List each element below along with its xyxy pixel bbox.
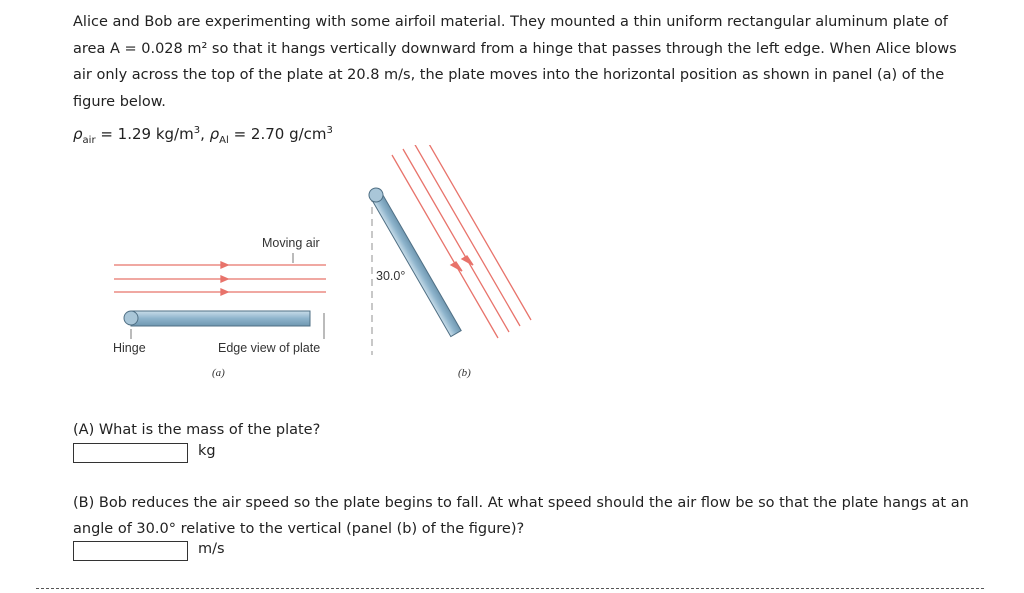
rho-al-value: = 2.70 g/cm <box>228 125 327 143</box>
moving-air-label: Moving air <box>262 236 320 250</box>
arrow-head-icon <box>221 276 228 282</box>
hinge-circle-icon <box>124 311 138 325</box>
speed-answer-input[interactable] <box>73 541 188 561</box>
problem-statement: Alice and Bob are experimenting with some airfoil material. They mounted a thin uniform rectangular aluminum plate of area A = 0.028 m² so that it hangs vertically downward from a hinge that passes through the left edge. When Alice blows air only across the top of the plate at 20.8 m/s, the plate moves into the horizontal position as shown in panel (a) of the figure below. <box>73 14 957 110</box>
panel-a <box>113 236 326 379</box>
plate-horizontal <box>131 311 310 326</box>
airflow-diagonal-lines <box>392 145 531 338</box>
edge-view-label: Edge view of plate <box>218 341 321 355</box>
question-a-text: (A) What is the mass of the plate? <box>73 422 321 438</box>
question-b-text: (B) Bob reduces the air speed so the plate begins to fall. At what speed should the air flow be so that the plate hangs at an angle of 30.0° relative to the vertical (panel (b) of the figure)? <box>73 495 969 537</box>
arrow-head-icon <box>221 289 228 295</box>
airflow-line <box>425 145 531 320</box>
panel-a-label: (a) <box>212 367 225 379</box>
mass-unit-label: kg <box>198 443 216 459</box>
rho-air-exponent: 3 <box>193 125 201 136</box>
rho-air-value: = 1.29 kg/m <box>95 125 194 143</box>
section-divider <box>36 588 984 589</box>
arrow-head-icon <box>221 262 228 268</box>
arrow-head-icon <box>451 262 462 271</box>
constants-line <box>73 121 973 147</box>
rho-al-exponent: 3 <box>326 125 333 136</box>
rho-air-subscript: air <box>82 135 96 146</box>
panel-b-label: (b) <box>458 367 471 379</box>
panel-b <box>366 145 531 379</box>
hinge-label: Hinge <box>113 341 146 355</box>
airflow-line <box>403 149 509 332</box>
airflow-lines <box>114 262 326 295</box>
plate-tilted <box>371 192 461 337</box>
rho-symbol: ρ <box>73 125 83 143</box>
rho-al-subscript: Al <box>219 135 229 146</box>
airfoil-figure <box>100 145 540 390</box>
arrow-head-icon <box>462 256 473 265</box>
angle-label: 30.0° <box>376 269 406 283</box>
constants-separator: , <box>200 125 210 143</box>
tilted-plate <box>366 185 462 337</box>
mass-answer-input[interactable] <box>73 443 188 463</box>
rho-symbol: ρ <box>209 125 220 143</box>
speed-unit-label: m/s <box>198 541 225 557</box>
